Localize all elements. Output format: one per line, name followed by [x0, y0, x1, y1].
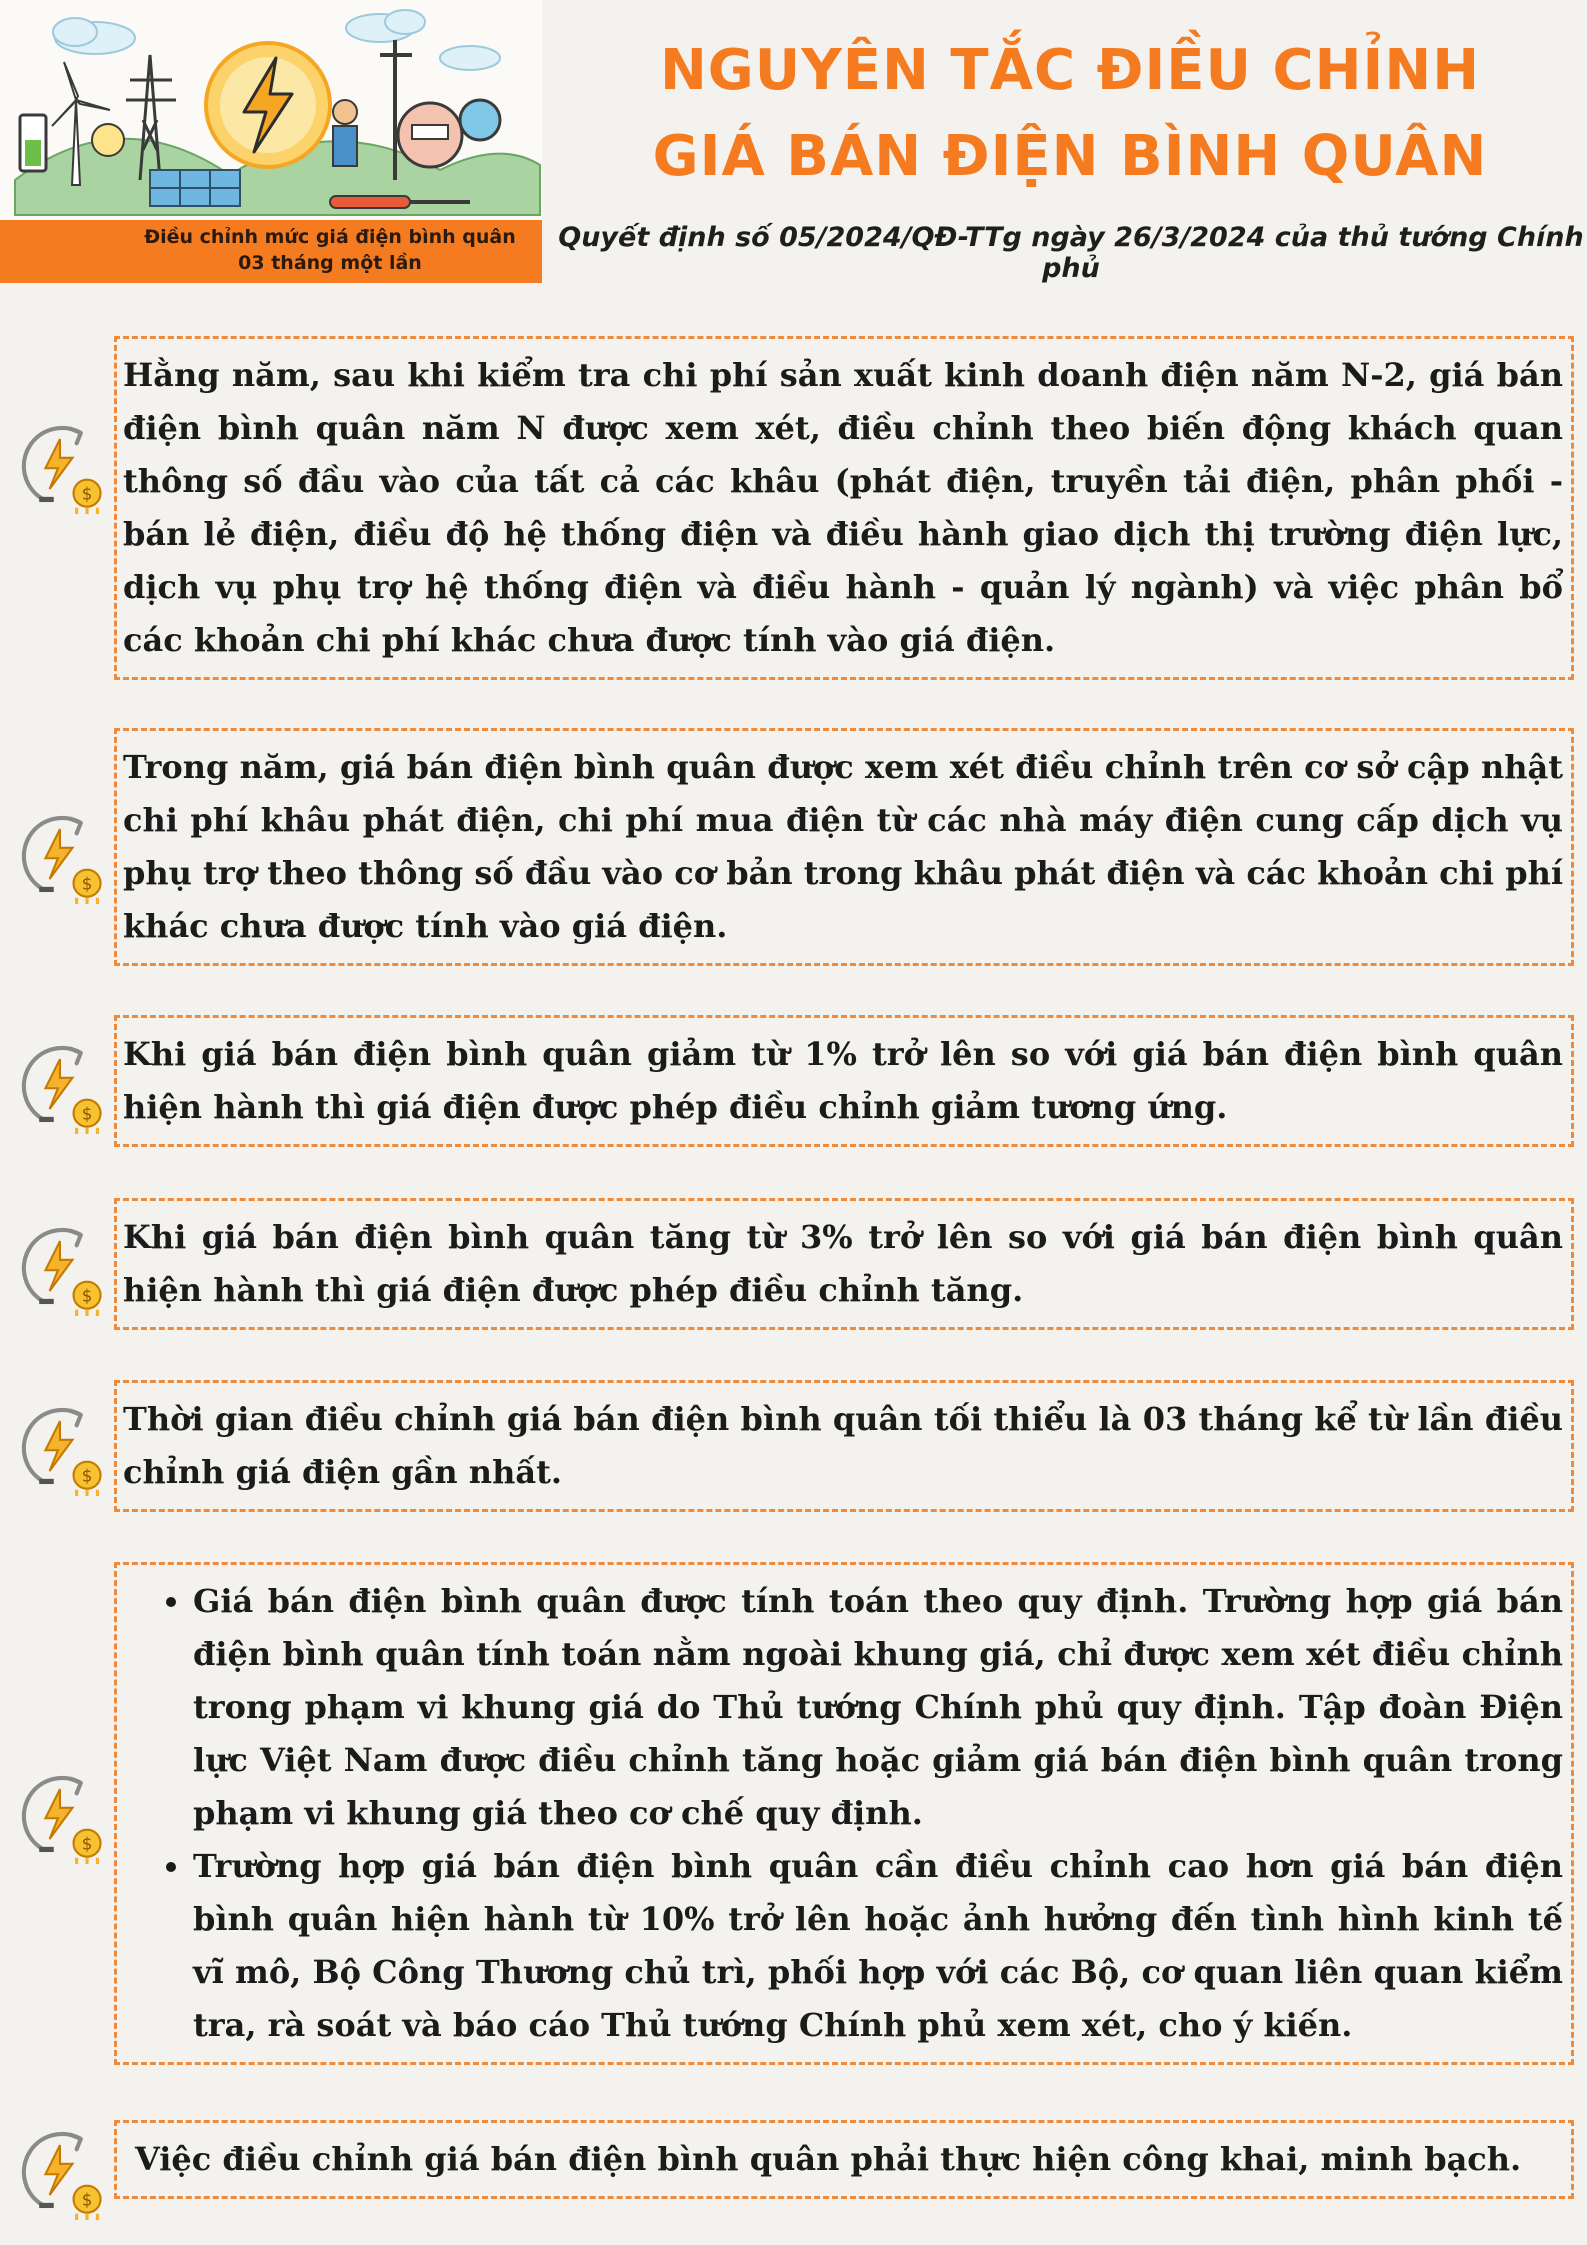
- banner-caption: [120, 224, 540, 276]
- lightning-plug-coin-icon: [8, 1392, 112, 1496]
- svg-text:$: $: [81, 1286, 93, 1306]
- principle-card-increase: [114, 1198, 1574, 1330]
- banner-caption-line: 03 tháng một lần: [238, 252, 422, 274]
- svg-text:$: $: [81, 1834, 93, 1854]
- page-title-line: NGUYÊN TẮC ĐIỀU CHỈNH: [659, 38, 1481, 103]
- svg-text:$: $: [81, 2190, 93, 2210]
- principle-text: Hằng năm, sau khi kiểm tra chi phí sản xuất kinh doanh điện năm N-2, giá bán điện bình quân năm N được xem xét, điều chỉnh theo biến động khách quan thông số đầu vào của tất cả các khâu (phát điện, truyền tải điện, phân phối - bán lẻ điện, điều độ hệ thống điện và điều hành giao dịch thị trường điện lực, dịch vụ phụ trợ hệ thống điện và điều hành - quản lý ngành) và việc phân bổ các khoản chi phí khác chưa được tính vào giá điện.: [123, 356, 1563, 659]
- svg-text:$: $: [81, 484, 93, 504]
- principle-card-within-year: [114, 728, 1574, 966]
- decision-reference: Quyết định số 05/2024/QĐ-TTg ngày 26/3/2024 của thủ tướng Chính phủ: [558, 222, 1584, 284]
- principle-card-transparency: [114, 2120, 1574, 2199]
- principle-bullet: • Giá bán điện bình quân được tính toán theo quy định. Trường hợp giá bán điện bình quân tính toán nằm ngoài khung giá, chỉ được xem xét điều chỉnh trong phạm vi khung giá do Thủ tướng Chính phủ quy định. Tập đoàn Điện lực Việt Nam được điều chỉnh tăng hoặc giảm giá bán điện bình quân trong phạm vi khung giá theo cơ chế quy định.: [193, 1575, 1563, 1840]
- principle-card-interval: [114, 1380, 1574, 1512]
- lightning-plug-coin-icon: [8, 2116, 112, 2220]
- principle-text: Thời gian điều chỉnh giá bán điện bình quân tối thiểu là 03 tháng kể từ lần điều chỉnh giá điện gần nhất.: [123, 1400, 1563, 1491]
- banner-caption-line: Điều chỉnh mức giá điện bình quân: [144, 226, 516, 248]
- principle-text: Trong năm, giá bán điện bình quân được xem xét điều chỉnh trên cơ sở cập nhật chi phí khâu phát điện, chi phí mua điện từ các nhà máy điện cung cấp dịch vụ phụ trợ theo thông số đầu vào cơ bản trong khâu phát điện và các khoản chi phí khác chưa được tính vào giá điện.: [123, 748, 1563, 945]
- page-title: [560, 28, 1580, 200]
- lightning-plug-coin-icon: [8, 410, 112, 514]
- lightning-plug-coin-icon: [8, 1760, 112, 1864]
- principle-bullet-list: [123, 1575, 1563, 2052]
- principle-text: Khi giá bán điện bình quân tăng từ 3% trở lên so với giá bán điện bình quân hiện hành thì giá điện được phép điều chỉnh tăng.: [123, 1218, 1563, 1309]
- principle-bullet: • Trường hợp giá bán điện bình quân cần điều chỉnh cao hơn giá bán điện bình quân hiện hành từ 10% trở lên hoặc ảnh hưởng đến tình hình kinh tế vĩ mô, Bộ Công Thương chủ trì, phối hợp với các Bộ, cơ quan liên quan kiểm tra, rà soát và báo cáo Thủ tướng Chính phủ xem xét, cho ý kiến.: [193, 1840, 1563, 2052]
- lightning-plug-coin-icon: [8, 1212, 112, 1316]
- page-title-line: GIÁ BÁN ĐIỆN BÌNH QUÂN: [652, 124, 1488, 189]
- svg-text:$: $: [81, 1466, 93, 1486]
- principle-card-annual: [114, 336, 1574, 680]
- principle-card-price-frame: [114, 1562, 1574, 2065]
- lightning-plug-coin-icon: [8, 1030, 112, 1134]
- svg-text:$: $: [81, 874, 93, 894]
- principle-text: Việc điều chỉnh giá bán điện bình quân phải thực hiện công khai, minh bạch.: [135, 2140, 1522, 2178]
- principle-card-decrease: [114, 1015, 1574, 1147]
- lightning-plug-coin-icon: [8, 800, 112, 904]
- principle-text: Khi giá bán điện bình quân giảm từ 1% trở lên so với giá bán điện bình quân hiện hành thì giá điện được phép điều chỉnh giảm tương ứng.: [123, 1035, 1563, 1126]
- svg-text:$: $: [81, 1104, 93, 1124]
- banner-illustration: [0, 0, 542, 283]
